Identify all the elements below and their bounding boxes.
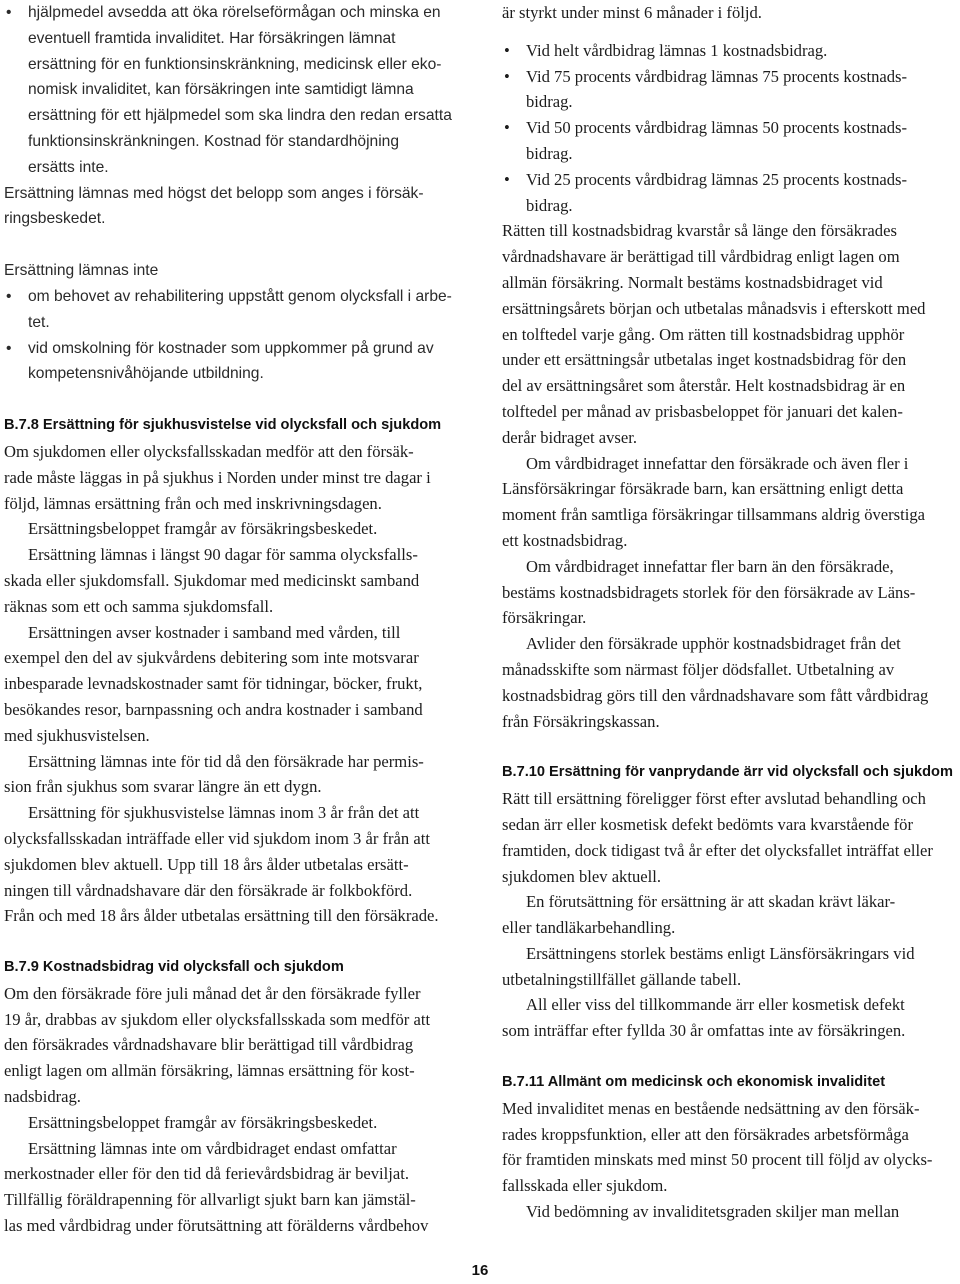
- line-text: Med invaliditet menas en bestående nedsättning av den försäk-: [502, 1098, 920, 1118]
- text-line: [502, 528, 958, 554]
- text-line: [4, 774, 462, 800]
- text-line: [4, 1136, 462, 1162]
- line-text: om behovet av rehabilitering uppstått genom olycksfall i arbe-: [28, 287, 452, 305]
- line-text: eller tandläkarbehandling.: [502, 918, 676, 938]
- line-text: ringsbeskedet.: [4, 210, 106, 228]
- text-line: [4, 697, 462, 723]
- line-text: för framtiden minskats med minst 50 procent till följd av olycks-: [502, 1150, 933, 1170]
- text-line: [502, 322, 958, 348]
- text-line: [502, 0, 958, 26]
- line-text: kostnadsbidrag görs till den vårdnadshavare som fått vårdbidrag: [502, 685, 929, 705]
- line-text: Vid 25 procents vårdbidrag lämnas 25 procents kostnads-: [526, 169, 908, 189]
- text-line: [4, 826, 462, 852]
- text-line: [4, 1213, 462, 1239]
- contribution-rules: [502, 218, 958, 734]
- text-line: [4, 1110, 462, 1136]
- line-text: under ett ersättningsår utbetalas inget kostnadsbidrag för den: [502, 350, 907, 370]
- line-text: del av ersättningsåret som återstår. Helt kostnadsbidrag är en: [502, 376, 906, 396]
- line-text: Ersättning lämnas inte för tid då den försäkrade har permis-: [28, 751, 424, 771]
- line-text: derår bidraget avser.: [502, 427, 637, 447]
- text-line: [502, 838, 958, 864]
- intro-section: [4, 0, 462, 232]
- line-text: sion från sjukhus som svarar längre än ett dygn.: [4, 777, 322, 797]
- text-line: [4, 620, 462, 646]
- text-line: [502, 425, 958, 451]
- line-text: fallsskada eller sjukdom.: [502, 1176, 668, 1196]
- section-heading-b7711: B.7.11 Allmänt om medicinsk och ekonomisk invaliditet: [502, 1074, 886, 1091]
- line-text: bidrag.: [526, 195, 573, 215]
- section-body-b7711: [502, 1096, 958, 1225]
- text-line: [4, 671, 462, 697]
- right-column: [502, 0, 958, 1225]
- bullet-item-line: [502, 115, 958, 141]
- line-text: Från och med 18 års ålder utbetalas ersättning till den försäkrade.: [4, 906, 439, 926]
- text-line: [502, 502, 958, 528]
- line-text: ett kostnadsbidrag.: [502, 530, 628, 550]
- text-line: [502, 347, 958, 373]
- line-text: besökandes resor, barnpassning och andra kostnader i samband: [4, 699, 423, 719]
- line-text: merkostnader eller för den tid då ferievårdsbidrag är beviljat.: [4, 1164, 409, 1184]
- line-text: Om vårdbidraget innefattar fler barn än den försäkrade,: [526, 556, 894, 576]
- spacer: [4, 232, 462, 258]
- section-heading-b778: B.7.8 Ersättning för sjukhusvistelse vid olycksfall och sjukdom: [4, 417, 442, 434]
- line-text: Ersättningen avser kostnader i samband med vården, till: [28, 622, 401, 642]
- line-text: inbesparade levnadskostnader samt för tidningar, böcker, frukt,: [4, 674, 423, 694]
- text-line: [4, 206, 462, 232]
- text-line: [4, 800, 462, 826]
- text-line: [502, 141, 958, 167]
- line-text: skada eller sjukdomsfall. Sjukdomar med medicinskt samband: [4, 570, 420, 590]
- line-text: sjukdomen blev aktuell. Upp till 18 års ålder utbetalas ersätt-: [4, 854, 409, 874]
- text-line: [502, 992, 958, 1018]
- line-text: nadsbidrag.: [4, 1087, 81, 1107]
- line-text: Vid bedömning av invaliditetsgraden skiljer man mellan: [526, 1202, 900, 1222]
- text-line: [4, 542, 462, 568]
- line-text: Ersättning lämnas i längst 90 dagar för samma olycksfalls-: [28, 545, 418, 565]
- text-line: [4, 258, 462, 284]
- text-line: [502, 270, 958, 296]
- line-text: räknas som ett och samma sjukdomsfall.: [4, 596, 274, 616]
- text-line: [4, 103, 462, 129]
- text-line: [4, 155, 462, 181]
- not-paid-section: [4, 258, 462, 387]
- section-heading-b7710: B.7.10 Ersättning för vanprydande ärr vid olycksfall och sjukdom: [502, 764, 953, 781]
- text-line: [502, 1199, 958, 1225]
- text-line: [502, 631, 958, 657]
- line-text: månadsskifte som närmast följer dödsfallet. Utbetalning av: [502, 659, 895, 679]
- line-text: Om sjukdomen eller olycksfallsskadan medför att den försäk-: [4, 441, 414, 461]
- section-body-b779: [4, 981, 462, 1239]
- line-text: Om den försäkrade före juli månad det år den försäkrade fyller: [4, 983, 421, 1003]
- text-line: [4, 645, 462, 671]
- line-text: som inträffar efter fyllda 30 år omfattas inte av försäkringen.: [502, 1021, 906, 1041]
- text-line: [4, 1058, 462, 1084]
- line-text: tolftedel per månad av prisbasbeloppet för januari det kalen-: [502, 401, 903, 421]
- text-line: [502, 683, 958, 709]
- line-text: Vid 50 procents vårdbidrag lämnas 50 procents kostnads-: [526, 118, 908, 138]
- line-text: Rätt till ersättning föreligger först efter avslutad behandling och: [502, 789, 926, 809]
- text-line: [4, 310, 462, 336]
- line-text: med sjukhusvistelsen.: [4, 725, 150, 745]
- text-line: [502, 1147, 958, 1173]
- bullet-icon: •: [504, 169, 510, 189]
- text-line: [4, 852, 462, 878]
- line-text: Ersättning lämnas med högst det belopp som anges i försäk-: [4, 184, 424, 202]
- page-number: 16: [471, 1262, 489, 1279]
- line-text: moment från samtliga försäkringar tillsammans aldrig överstiga: [502, 505, 926, 525]
- text-line: [502, 812, 958, 838]
- spacer: [502, 26, 958, 38]
- line-text: utbetalningstillfället gällande tabell.: [502, 969, 742, 989]
- line-text: Ersättning lämnas inte: [4, 262, 159, 280]
- line-text: Vid helt vårdbidrag lämnas 1 kostnadsbidrag.: [526, 40, 828, 60]
- line-text: Rätten till kostnadsbidrag kvarstår så länge den försäkrades: [502, 221, 897, 241]
- text-line: [502, 373, 958, 399]
- line-text: Ersättningsbeloppet framgår av försäkringsbeskedet.: [28, 1112, 378, 1132]
- text-line: [4, 1007, 462, 1033]
- text-line: [4, 749, 462, 775]
- text-line: [4, 723, 462, 749]
- bullet-icon: •: [6, 287, 12, 305]
- text-line: [502, 967, 958, 993]
- text-line: [4, 361, 462, 387]
- line-text: allmän försäkring. Normalt bestäms kostnadsbidraget vid: [502, 272, 883, 292]
- text-line: [4, 516, 462, 542]
- bullet-item-line: [4, 284, 462, 310]
- left-column: [4, 0, 462, 1239]
- text-line: [502, 193, 958, 219]
- line-text: Ersättningens storlek bestäms enligt Länsförsäkringars vid: [526, 943, 915, 963]
- line-text: tet.: [28, 313, 50, 331]
- text-line: [502, 605, 958, 631]
- line-text: nomisk invaliditet, kan försäkringen inte samtidigt lämna: [28, 81, 414, 99]
- line-text: Tillfällig föräldrapenning för allvarligt sjukt barn kan jämstäl-: [4, 1190, 416, 1210]
- text-line: [4, 1032, 462, 1058]
- line-text: Länsförsäkringar försäkrade barn, kan ersättning enligt detta: [502, 479, 904, 499]
- bullet-icon: •: [6, 4, 12, 21]
- line-text: funktionsinskränkningen. Kostnad för standardhöjning: [28, 132, 400, 150]
- text-line: [4, 181, 462, 207]
- bullet-icon: •: [504, 40, 510, 60]
- line-text: en tolftedel varje gång. Om rätten till kostnadsbidrag upphör: [502, 324, 905, 344]
- text-line: [502, 786, 958, 812]
- text-line: [502, 864, 958, 890]
- line-text: bestäms kostnadsbidragets storlek för den försäkrade av Läns-: [502, 582, 916, 602]
- text-line: [4, 568, 462, 594]
- text-line: [502, 1018, 958, 1044]
- text-line: [502, 218, 958, 244]
- line-text: bidrag.: [526, 92, 573, 112]
- bullet-item-line: [502, 167, 958, 193]
- line-text: kompetensnivåhöjande utbildning.: [28, 365, 264, 383]
- section-body-b7710: [502, 786, 958, 1044]
- contribution-bullets: [502, 38, 958, 219]
- text-line: [4, 1084, 462, 1110]
- text-line: [502, 1096, 958, 1122]
- line-text: Ersättning för sjukhusvistelse lämnas inom 3 år från det att: [28, 803, 420, 823]
- line-text: exempel den del av sjukvårdens debitering som inte motsvarar: [4, 648, 419, 668]
- text-line: [4, 1161, 462, 1187]
- line-text: ningen till vårdnadshavare där den försäkrade är folkbokförd.: [4, 880, 413, 900]
- line-text: Ersättning lämnas inte om vårdbidraget endast omfattar: [28, 1138, 397, 1158]
- spacer: [4, 929, 462, 955]
- line-text: Om vårdbidraget innefattar den försäkrade och även fler i: [526, 453, 909, 473]
- bullet-icon: •: [6, 339, 12, 357]
- line-text: vårdnadshavare är berättigad till vårdbidrag enligt lagen om: [502, 247, 900, 267]
- line-text: las med vårdbidrag under förutsättning att förälderns vårdbehov: [4, 1216, 429, 1236]
- text-line: [502, 709, 958, 735]
- line-text: hjälpmedel avsedda att öka rörelseförmågan och minska en: [28, 4, 441, 21]
- text-line: [502, 580, 958, 606]
- text-line: [4, 981, 462, 1007]
- line-text: enligt lagen om allmän försäkring, lämnas ersättning för kost-: [4, 1061, 415, 1081]
- text-line: [502, 889, 958, 915]
- text-line: [4, 903, 462, 929]
- line-text: rades kroppsfunktion, eller att den försäkrades arbetsförmåga: [502, 1124, 909, 1144]
- line-text: Avlider den försäkrade upphör kostnadsbidraget från det: [526, 634, 901, 654]
- text-line: [502, 554, 958, 580]
- text-line: [502, 451, 958, 477]
- bullet-item-line: [4, 0, 462, 26]
- line-text: den försäkrades vårdnadshavare blir berättigad till vårdbidrag: [4, 1035, 414, 1055]
- section-heading-b779: B.7.9 Kostnadsbidrag vid olycksfall och sjukdom: [4, 959, 344, 976]
- line-text: rade måste läggas in på sjukhus i Norden under minst tre dagar i: [4, 467, 431, 487]
- line-text: från Försäkringskassan.: [502, 711, 660, 731]
- text-line: [502, 1173, 958, 1199]
- line-text: eventuell framtida invaliditet. Har försäkringen lämnat: [28, 29, 396, 47]
- text-line: [4, 1187, 462, 1213]
- text-line: [4, 77, 462, 103]
- spacer: [502, 1044, 958, 1070]
- text-line: [4, 465, 462, 491]
- line-text: Ersättningsbeloppet framgår av försäkringsbeskedet.: [28, 519, 378, 539]
- bullet-item-line: [4, 336, 462, 362]
- line-text: All eller viss del tillkommande ärr eller kosmetisk defekt: [526, 995, 905, 1015]
- bullet-item-line: [502, 38, 958, 64]
- line-text: sedan ärr eller kosmetisk defekt bedömts vara kvarstående för: [502, 814, 913, 834]
- text-line: [4, 878, 462, 904]
- continuation-text: [502, 0, 958, 26]
- line-text: ersättning för ett hjälpmedel som ska lindra den redan ersatta: [28, 107, 452, 125]
- section-body-b778: [4, 439, 462, 929]
- text-line: [502, 476, 958, 502]
- line-text: följd, lämnas ersättning från och med inskrivningsdagen.: [4, 493, 382, 513]
- text-line: [502, 244, 958, 270]
- line-text: är styrkt under minst 6 månader i följd.: [502, 3, 762, 22]
- text-line: [502, 915, 958, 941]
- spacer: [4, 387, 462, 413]
- line-text: ersätts inte.: [28, 158, 109, 176]
- line-text: ersättningsårets början och utbetalas månadsvis i efterskott med: [502, 298, 926, 318]
- text-line: [4, 26, 462, 52]
- text-line: [502, 89, 958, 115]
- text-line: [4, 52, 462, 78]
- text-line: [4, 491, 462, 517]
- text-line: [502, 399, 958, 425]
- text-line: [4, 594, 462, 620]
- bullet-icon: •: [504, 118, 510, 138]
- bullet-icon: •: [504, 66, 510, 86]
- line-text: Vid 75 procents vårdbidrag lämnas 75 procents kostnads-: [526, 66, 908, 86]
- text-line: [502, 296, 958, 322]
- line-text: sjukdomen blev aktuell.: [502, 866, 661, 886]
- spacer: [502, 734, 958, 760]
- text-line: [502, 657, 958, 683]
- text-line: [4, 129, 462, 155]
- line-text: bidrag.: [526, 143, 573, 163]
- line-text: framtiden, dock tidigast två år efter det olycksfallet inträffat eller: [502, 840, 933, 860]
- line-text: olycksfallsskadan inträffade eller vid sjukdom inom 3 år från att: [4, 828, 430, 848]
- line-text: vid omskolning för kostnader som uppkommer på grund av: [28, 339, 434, 357]
- line-text: försäkringar.: [502, 608, 587, 628]
- text-line: [502, 941, 958, 967]
- bullet-item-line: [502, 64, 958, 90]
- line-text: 19 år, drabbas av sjukdom eller olycksfallsskada som medför att: [4, 1009, 431, 1029]
- text-line: [502, 1122, 958, 1148]
- text-line: [4, 439, 462, 465]
- line-text: ersättning för en funktionsinskränkning, medicinsk eller eko-: [28, 55, 442, 73]
- line-text: En förutsättning för ersättning är att skadan krävt läkar-: [526, 892, 896, 912]
